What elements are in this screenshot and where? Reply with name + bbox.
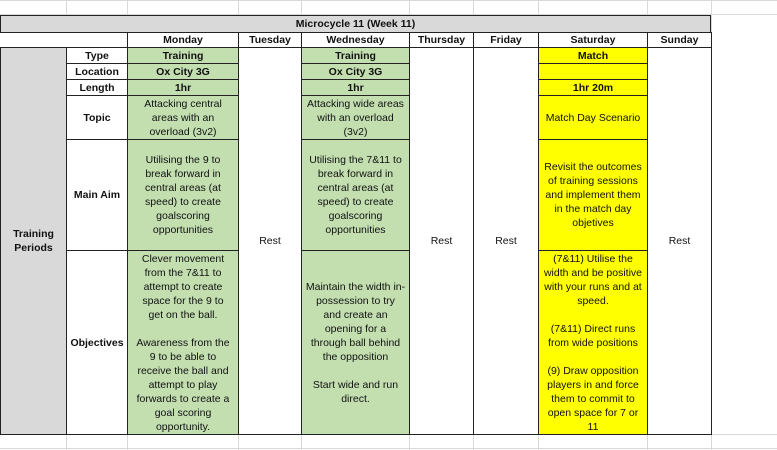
gridline <box>538 434 539 450</box>
microcycle-title[interactable]: Microcycle 11 (Week 11) <box>0 15 711 33</box>
gridline <box>538 0 539 16</box>
header-blank <box>66 33 127 48</box>
friday-rest[interactable]: Rest <box>473 47 539 435</box>
saturday-topic[interactable]: Match Day Scenario <box>538 95 648 140</box>
day-header-thursday[interactable]: Thursday <box>409 32 474 48</box>
gridline <box>711 0 712 16</box>
gridline <box>0 0 777 1</box>
gridline <box>0 448 777 449</box>
monday-topic[interactable]: Attacking central areas with an overload (3v2) <box>127 95 239 140</box>
gridline <box>647 0 648 16</box>
monday-location[interactable]: Ox City 3G <box>127 63 239 80</box>
monday-objectives[interactable]: Clever movement from the 7&11 to attempt to create space for the 9 to get on the ball. Awareness from the 9 to be able to receive the ball and attempt to play forwards to create a goal scoring opportunity. <box>127 250 239 435</box>
day-header-sunday[interactable]: Sunday <box>647 32 712 48</box>
gridline <box>473 0 474 16</box>
wednesday-main-aim[interactable]: Utilising the 7&11 to break forward in central areas (at speed) to create goalscoring opportunities <box>301 139 410 251</box>
gridline <box>127 434 128 450</box>
row-label-objectives[interactable]: Objectives <box>66 250 128 435</box>
day-header-tuesday[interactable]: Tuesday <box>238 32 302 48</box>
header-blank <box>0 33 66 48</box>
saturday-location[interactable] <box>538 63 648 80</box>
gridline <box>301 434 302 450</box>
gridline <box>409 434 410 450</box>
row-label-topic[interactable]: Topic <box>66 95 128 140</box>
gridline <box>473 434 474 450</box>
saturday-main-aim[interactable]: Revisit the outcomes of training sessions and implement them in the match day objetives <box>538 139 648 251</box>
gridline <box>301 0 302 16</box>
saturday-objectives[interactable]: (7&11) Utilise the width and be positive with your runs and at speed. (7&11) Direct runs from wide positions (9) Draw opposition players in and force them to commit to open space for 7 or 11 <box>538 250 648 435</box>
wednesday-topic[interactable]: Attacking wide areas with an overload (3v2) <box>301 95 410 140</box>
saturday-length[interactable]: 1hr 20m <box>538 79 648 96</box>
row-label-location[interactable]: Location <box>66 63 128 80</box>
day-header-wednesday[interactable]: Wednesday <box>301 32 410 48</box>
wednesday-location[interactable]: Ox City 3G <box>301 63 410 80</box>
gridline <box>409 0 410 16</box>
monday-main-aim[interactable]: Utilising the 9 to break forward in central areas (at speed) to create goalscoring opportunities <box>127 139 239 251</box>
training-periods-label[interactable]: Training Periods <box>0 47 67 435</box>
wednesday-length[interactable]: 1hr <box>301 79 410 96</box>
gridline <box>238 434 239 450</box>
wednesday-type[interactable]: Training <box>301 47 410 64</box>
row-label-main-aim[interactable]: Main Aim <box>66 139 128 251</box>
monday-length[interactable]: 1hr <box>127 79 239 96</box>
day-header-saturday[interactable]: Saturday <box>538 32 648 48</box>
row-label-length[interactable]: Length <box>66 79 128 96</box>
monday-type[interactable]: Training <box>127 47 239 64</box>
row-label-type[interactable]: Type <box>66 47 128 64</box>
gridline <box>647 434 648 450</box>
saturday-type[interactable]: Match <box>538 47 648 64</box>
sunday-rest[interactable]: Rest <box>647 47 712 435</box>
wednesday-objectives[interactable]: Maintain the width in- possession to try and create an opening for a through ball behind the opposition Start wide and run direct. <box>301 250 410 435</box>
thursday-rest[interactable]: Rest <box>409 47 474 435</box>
gridline <box>238 0 239 16</box>
gridline <box>66 434 67 450</box>
day-header-monday[interactable]: Monday <box>127 32 239 48</box>
day-header-friday[interactable]: Friday <box>473 32 539 48</box>
tuesday-rest[interactable]: Rest <box>238 47 302 435</box>
gridline <box>711 434 712 450</box>
